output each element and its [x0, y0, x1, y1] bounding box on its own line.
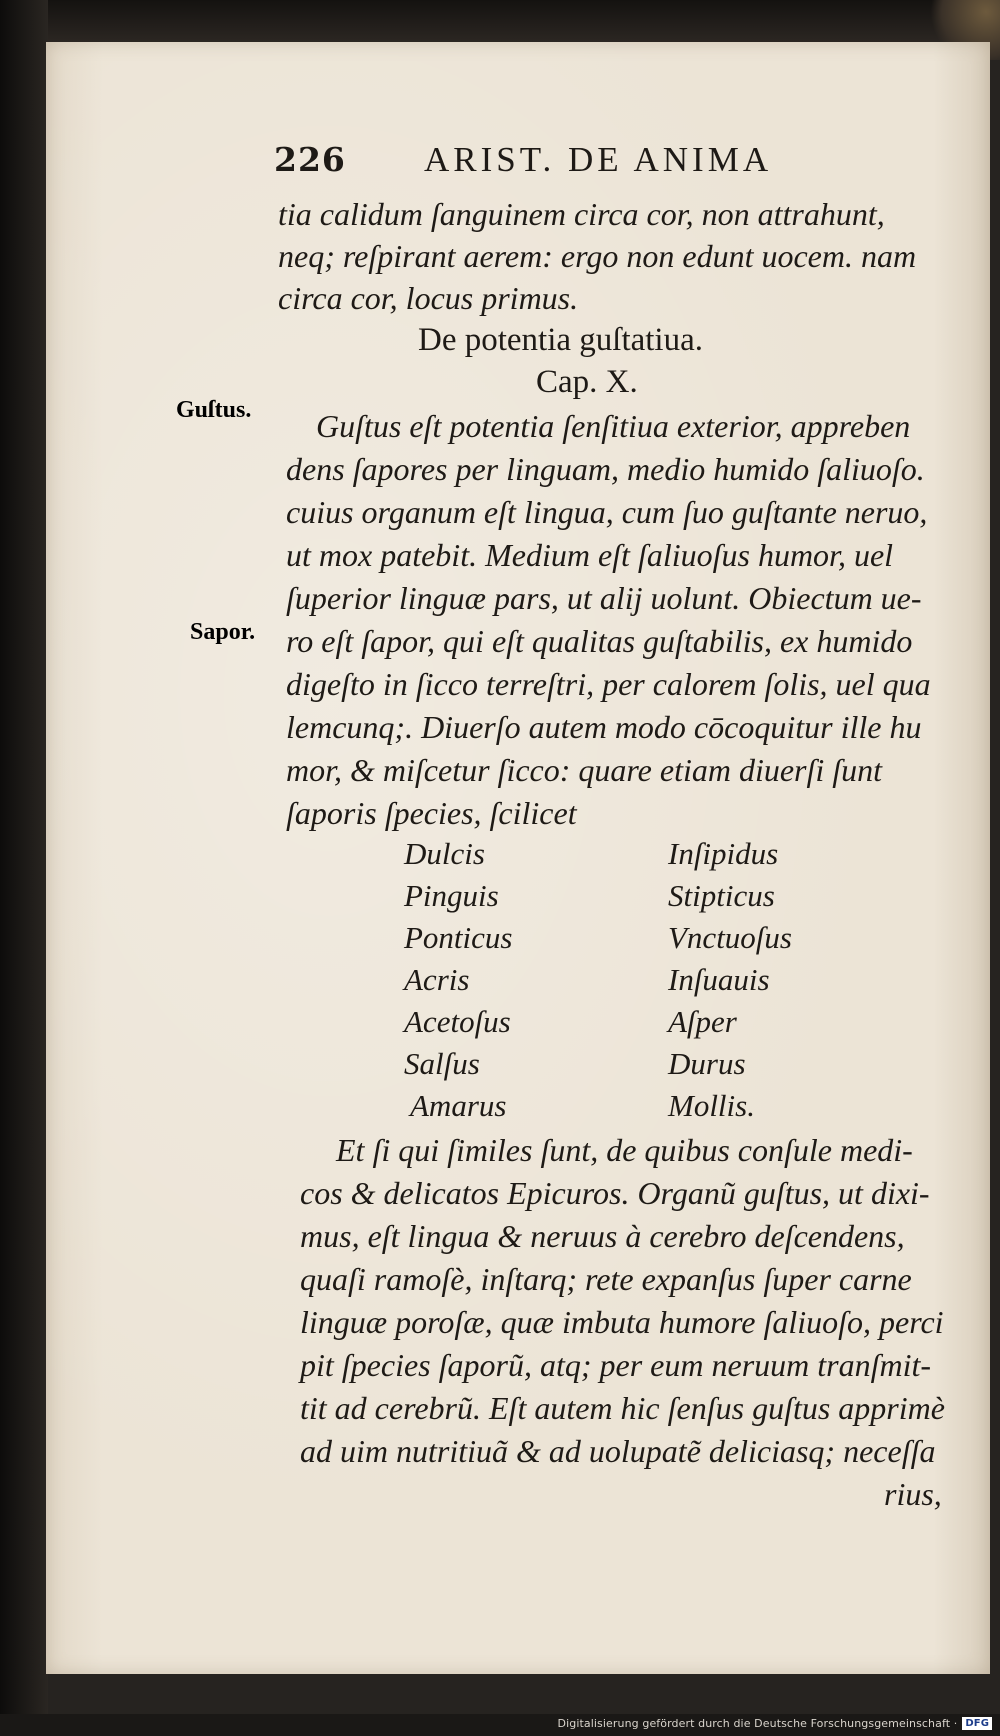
- list-item: Amarus: [410, 1088, 507, 1123]
- list-item: Aſper: [668, 1004, 737, 1039]
- text-line: ſaporis ſpecies, ſcilicet: [286, 795, 577, 831]
- list-item: Vnctuoſus: [668, 920, 792, 955]
- text-line: ſuperior linguæ pars, ut alij uolunt. Obiectum ue-: [286, 580, 922, 616]
- chapter-number: Cap. X.: [536, 364, 638, 400]
- list-item: Durus: [668, 1046, 746, 1081]
- footer-credit: [558, 1717, 992, 1730]
- text-line: mor, & miſcetur ſicco: quare etiam diuerſi ſunt: [286, 752, 883, 788]
- dfg-logo: DFG: [962, 1717, 992, 1730]
- text-line: ad uim nutritiuã & ad uolupatẽ deliciasq; neceſſa: [300, 1433, 936, 1469]
- list-item: Stipticus: [668, 878, 775, 913]
- text-line: mus, eſt lingua & neruus à cerebro deſcendens,: [300, 1218, 905, 1254]
- text-line: neq; reſpirant aerem: ergo non edunt uocem. nam: [278, 238, 917, 274]
- list-item: Inſipidus: [668, 836, 779, 871]
- text-line: ut mox patebit. Medium eſt ſaliuoſus humor, uel: [286, 537, 894, 573]
- text-line: linguæ poroſæ, quæ imbuta humore ſaliuoſo, perci: [300, 1304, 944, 1340]
- list-item: Ponticus: [404, 920, 513, 955]
- text-line: pit ſpecies ſaporũ, atq; per eum neruum tranſmit-: [300, 1347, 932, 1383]
- text-line: tia calidum ſanguinem circa cor, non attrahunt,: [278, 196, 885, 232]
- text-line: quaſi ramoſè, inſtarq; rete expanſus ſuper carne: [300, 1261, 912, 1297]
- marginal-note-gustus: Guſtus.: [176, 397, 252, 423]
- list-item: Acris: [404, 962, 470, 997]
- list-item: Inſuauis: [668, 962, 770, 997]
- text-line: cuius organum eſt lingua, cum ſuo guſtante neruo,: [286, 494, 928, 530]
- text-line: Et ſi qui ſimiles ſunt, de quibus conſule medi-: [336, 1132, 913, 1168]
- list-item: Pinguis: [404, 878, 499, 913]
- list-item: Salſus: [404, 1046, 480, 1081]
- scan-top-edge: [0, 0, 1000, 42]
- text-line: dens ſapores per linguam, medio humido ſaliuoſo.: [286, 451, 925, 487]
- section-heading: De potentia guſtatiua.: [418, 322, 703, 358]
- text-line: ro eſt ſapor, qui eſt qualitas guſtabilis, ex humido: [286, 623, 913, 659]
- catchword: rius,: [884, 1476, 942, 1512]
- text-line: circa cor, locus primus.: [278, 280, 579, 316]
- funding-credit-text: Digitalisierung gefördert durch die Deutsche Forschungsgemeinschaft ·: [557, 1717, 958, 1730]
- text-line: Guſtus eſt potentia ſenſitiua exterior, appreben: [316, 408, 911, 444]
- text-line: cos & delicatos Epicuros. Organũ guſtus, ut dixi-: [300, 1175, 930, 1211]
- text-line: tit ad cerebrũ. Eſt autem hic ſenſus guſtus apprimè: [300, 1390, 945, 1426]
- text-line: digeſto in ſicco terreſtri, per calorem ſolis, uel qua: [286, 666, 931, 702]
- list-item: Acetoſus: [404, 1004, 511, 1039]
- running-title: ARIST. DE ANIMA: [424, 140, 773, 179]
- text-line: lemcunq;. Diuerſo autem modo cōcoquitur ille hu: [286, 709, 922, 745]
- page-number: 226: [274, 140, 346, 179]
- page-header: [274, 140, 894, 184]
- list-item: Dulcis: [404, 836, 485, 871]
- marginal-note-sapor: Sapor.: [190, 619, 256, 645]
- scan-spine-shadow: [0, 0, 48, 1736]
- list-item: Mollis.: [668, 1088, 755, 1123]
